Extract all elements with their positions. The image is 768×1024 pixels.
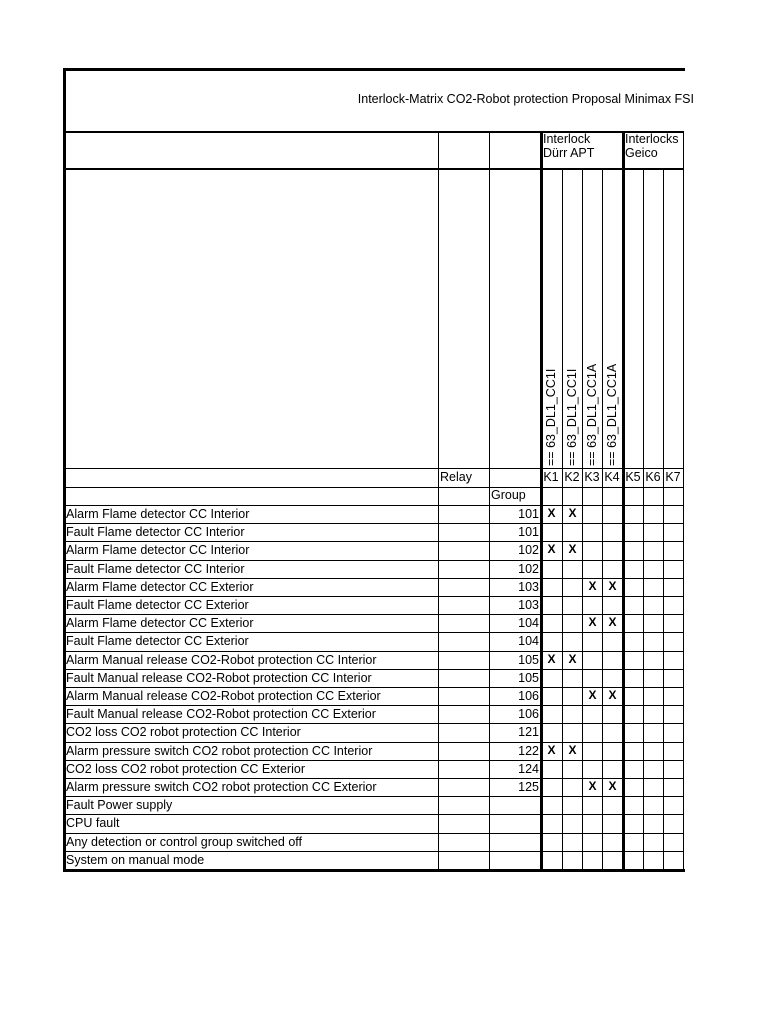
row-label: Alarm Flame detector CC Exterior: [66, 616, 254, 631]
column-header-k2: K2: [564, 470, 580, 484]
row-separator: [64, 851, 684, 852]
row-label: CPU fault: [66, 816, 120, 831]
page-title: Interlock-Matrix CO2-Robot protection Proposal Minimax FSI: [357, 92, 694, 106]
interlock-mark: X: [547, 506, 556, 520]
row-group-number: 104: [518, 616, 539, 631]
column-header-k7: K7: [665, 470, 681, 484]
group-header-separator: [64, 168, 684, 170]
geico-group-left-line: [622, 131, 625, 869]
row-label: Any detection or control group switched off: [66, 834, 303, 849]
row-label: Fault Manual release CO2-Robot protection CC Interior: [66, 670, 372, 685]
column-header-k4: K4: [604, 470, 620, 484]
row-separator: [64, 560, 684, 561]
row-group-number: 122: [518, 743, 539, 758]
row-label: CO2 loss CO2 robot protection CC Exterior: [66, 761, 305, 776]
row-separator: [64, 705, 684, 706]
row-separator: [64, 814, 684, 815]
row-label: Alarm Flame detector CC Interior: [66, 507, 250, 521]
interlock-mark: X: [588, 779, 597, 793]
row-separator: [64, 723, 684, 724]
row-group-number: 124: [518, 761, 539, 776]
row-separator: [64, 523, 684, 524]
row-label: Fault Flame detector CC Interior: [66, 525, 245, 540]
interlock-mark: X: [588, 578, 597, 593]
interlock-mark: X: [588, 688, 597, 702]
frame-top: [63, 68, 685, 71]
frame-bottom: [63, 869, 685, 872]
right-column-line: [683, 131, 684, 869]
relay-column-line: [438, 131, 439, 869]
relay-label: Relay: [440, 470, 472, 484]
row-label: Fault Power supply: [66, 798, 173, 813]
interlock-mark: X: [568, 742, 577, 757]
interlock-mark: X: [608, 688, 617, 702]
row-group-number: 101: [518, 507, 539, 521]
durr-group-left-line: [540, 131, 543, 869]
row-label: Fault Flame detector CC Exterior: [66, 598, 249, 612]
interlock-mark: X: [547, 542, 556, 557]
row-separator: [64, 632, 684, 633]
vertical-header: == 63_DL1_CC1A: [605, 363, 619, 466]
relay-row-separator: [64, 487, 684, 488]
vertical-header: == 63_DL1_CC1A: [585, 363, 599, 466]
row-group-number: 105: [518, 670, 539, 685]
row-label: CO2 loss CO2 robot protection CC Interior: [66, 725, 301, 740]
column-header-k6: K6: [645, 470, 661, 484]
row-label: Alarm Manual release CO2-Robot protection CC Exterior: [66, 689, 381, 703]
interlock-mark: X: [547, 651, 556, 666]
row-group-number: 103: [518, 598, 539, 612]
row-separator: [64, 669, 684, 670]
group-column-line: [489, 131, 490, 869]
vertical-header: == 63_DL1_CC1I: [544, 368, 558, 466]
group-label: Group: [491, 488, 526, 502]
k-column-line: [663, 168, 664, 869]
interlock-mark: X: [568, 506, 577, 520]
interlock-mark: X: [568, 651, 577, 666]
row-separator: [64, 833, 684, 834]
row-label: Alarm pressure switch CO2 robot protection CC Interior: [66, 743, 373, 758]
row-group-number: 103: [518, 579, 539, 594]
row-separator: [64, 760, 684, 761]
row-separator: [64, 541, 684, 542]
row-group-number: 106: [518, 689, 539, 703]
row-separator: [64, 796, 684, 797]
group-header: Interlocks Geico: [625, 132, 679, 160]
interlock-mark: X: [608, 779, 617, 793]
column-header-k3: K3: [584, 470, 600, 484]
interlock-mark: X: [568, 542, 577, 557]
row-separator: [64, 596, 684, 597]
k-column-line: [643, 168, 644, 869]
interlock-mark: X: [608, 615, 617, 630]
column-header-k1: K1: [543, 470, 559, 484]
row-separator: [64, 651, 684, 652]
row-group-number: 102: [518, 543, 539, 558]
row-label: System on manual mode: [66, 852, 205, 867]
column-header-k5: K5: [625, 470, 641, 484]
row-label: Alarm pressure switch CO2 robot protection CC Exterior: [66, 780, 377, 794]
interlock-mark: X: [608, 578, 617, 593]
row-label: Fault Flame detector CC Exterior: [66, 634, 249, 649]
vertical-header-separator: [64, 468, 684, 469]
row-label: Fault Flame detector CC Interior: [66, 561, 245, 576]
row-group-number: 125: [518, 780, 539, 794]
row-separator: [64, 742, 684, 743]
interlock-mark: X: [588, 615, 597, 630]
row-label: Fault Manual release CO2-Robot protection CC Exterior: [66, 707, 376, 722]
vertical-header: == 63_DL1_CC1I: [565, 368, 579, 466]
row-group-number: 104: [518, 634, 539, 649]
row-label: Alarm Manual release CO2-Robot protection CC Interior: [66, 652, 377, 667]
row-label: Alarm Flame detector CC Interior: [66, 543, 250, 558]
row-group-number: 121: [518, 725, 539, 740]
interlock-mark: X: [547, 742, 556, 757]
group-row-separator: [64, 505, 684, 506]
k-column-line: [602, 168, 603, 869]
group-header: Interlock Dürr APT: [543, 132, 595, 160]
row-group-number: 106: [518, 707, 539, 722]
row-group-number: 102: [518, 561, 539, 576]
row-group-number: 101: [518, 525, 539, 540]
row-group-number: 105: [518, 652, 539, 667]
row-label: Alarm Flame detector CC Exterior: [66, 579, 254, 594]
